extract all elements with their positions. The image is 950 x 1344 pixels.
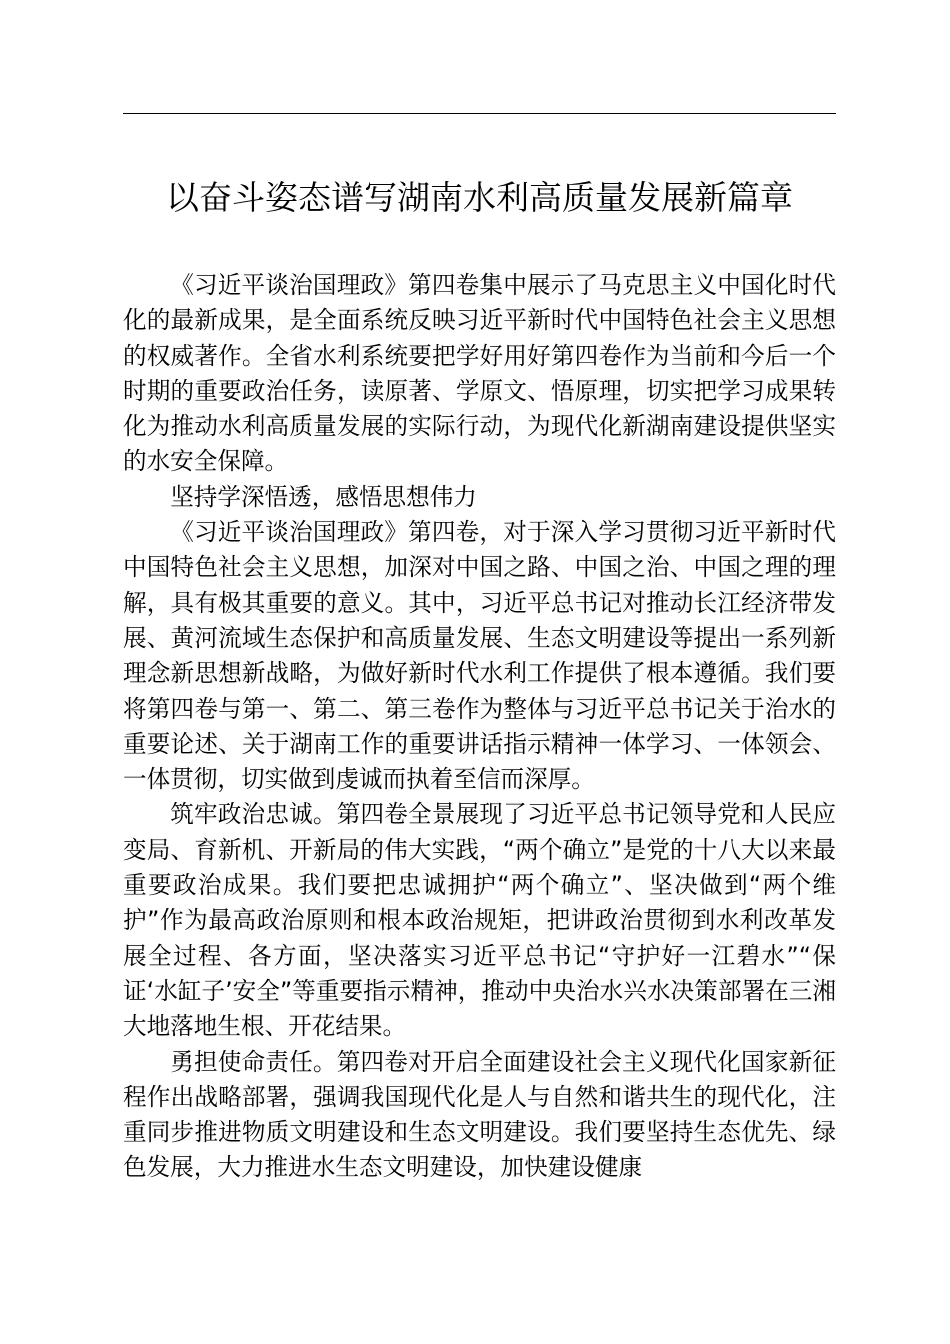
paragraph: 《习近平谈治国理政》第四卷，对于深入学习贯彻习近平新时代中国特色社会主义思想，加深对中国之路、中国之治、中国之理的理解，具有极其重要的意义。其中，习近平总书记对推动长江经济带发展、黄河流域生态保护和高质量发展、生态文明建设等提出一系列新理念新思想新战略，为做好新时代水利工作提供了根本遵循。我们要将第四卷与第一、第二、第三卷作为整体与习近平总书记关于治水的重要论述、关于湖南工作的重要讲话指示精神一体学习、一体领会、一体贯彻，切实做到虔诚而执着至信而深厚。 (123, 518, 836, 794)
paragraph: 勇担使命责任。第四卷对开启全面建设社会主义现代化国家新征程作出战略部署，强调我国现代化是人与自然和谐共生的现代化，注重同步推进物质文明建设和生态文明建设。我们要坚持生态优先、绿色发展，大力推进水生态文明建设，加快建设健康 (123, 1047, 836, 1182)
header-rule (123, 113, 836, 114)
article-title: 以奋斗姿态谱写湖南水利高质量发展新篇章 (166, 178, 793, 217)
section-heading: 坚持学深悟透，感悟思想伟力 (170, 482, 477, 511)
article-body (123, 268, 836, 1186)
paragraph: 筑牢政治忠诚。第四卷全景展现了习近平总书记领导党和人民应变局、育新机、开新局的伟大实践，“两个确立”是党的十八大以来最重要政治成果。我们要把忠诚拥护“两个确立”、坚决做到“两个维护”作为最高政治原则和根本政治规矩，把讲政治贯彻到水利改革发展全过程、各方面，坚决落实习近平总书记“守护好一江碧水”“保证‘水缸子’安全”等重要指示精神，推动中央治水兴水决策部署在三湘大地落地生根、开花结果。 (123, 800, 836, 1041)
paragraph-intro: 《习近平谈治国理政》第四卷集中展示了马克思主义中国化时代化的最新成果，是全面系统反映习近平新时代中国特色社会主义思想的权威著作。全省水利系统要把学好用好第四卷作为当前和今后一个时期的重要政治任务，读原著、学原文、悟原理，切实把学习成果转化为推动水利高质量发展的实际行动，为现代化新湖南建设提供坚实的水安全保障。 (123, 271, 836, 476)
